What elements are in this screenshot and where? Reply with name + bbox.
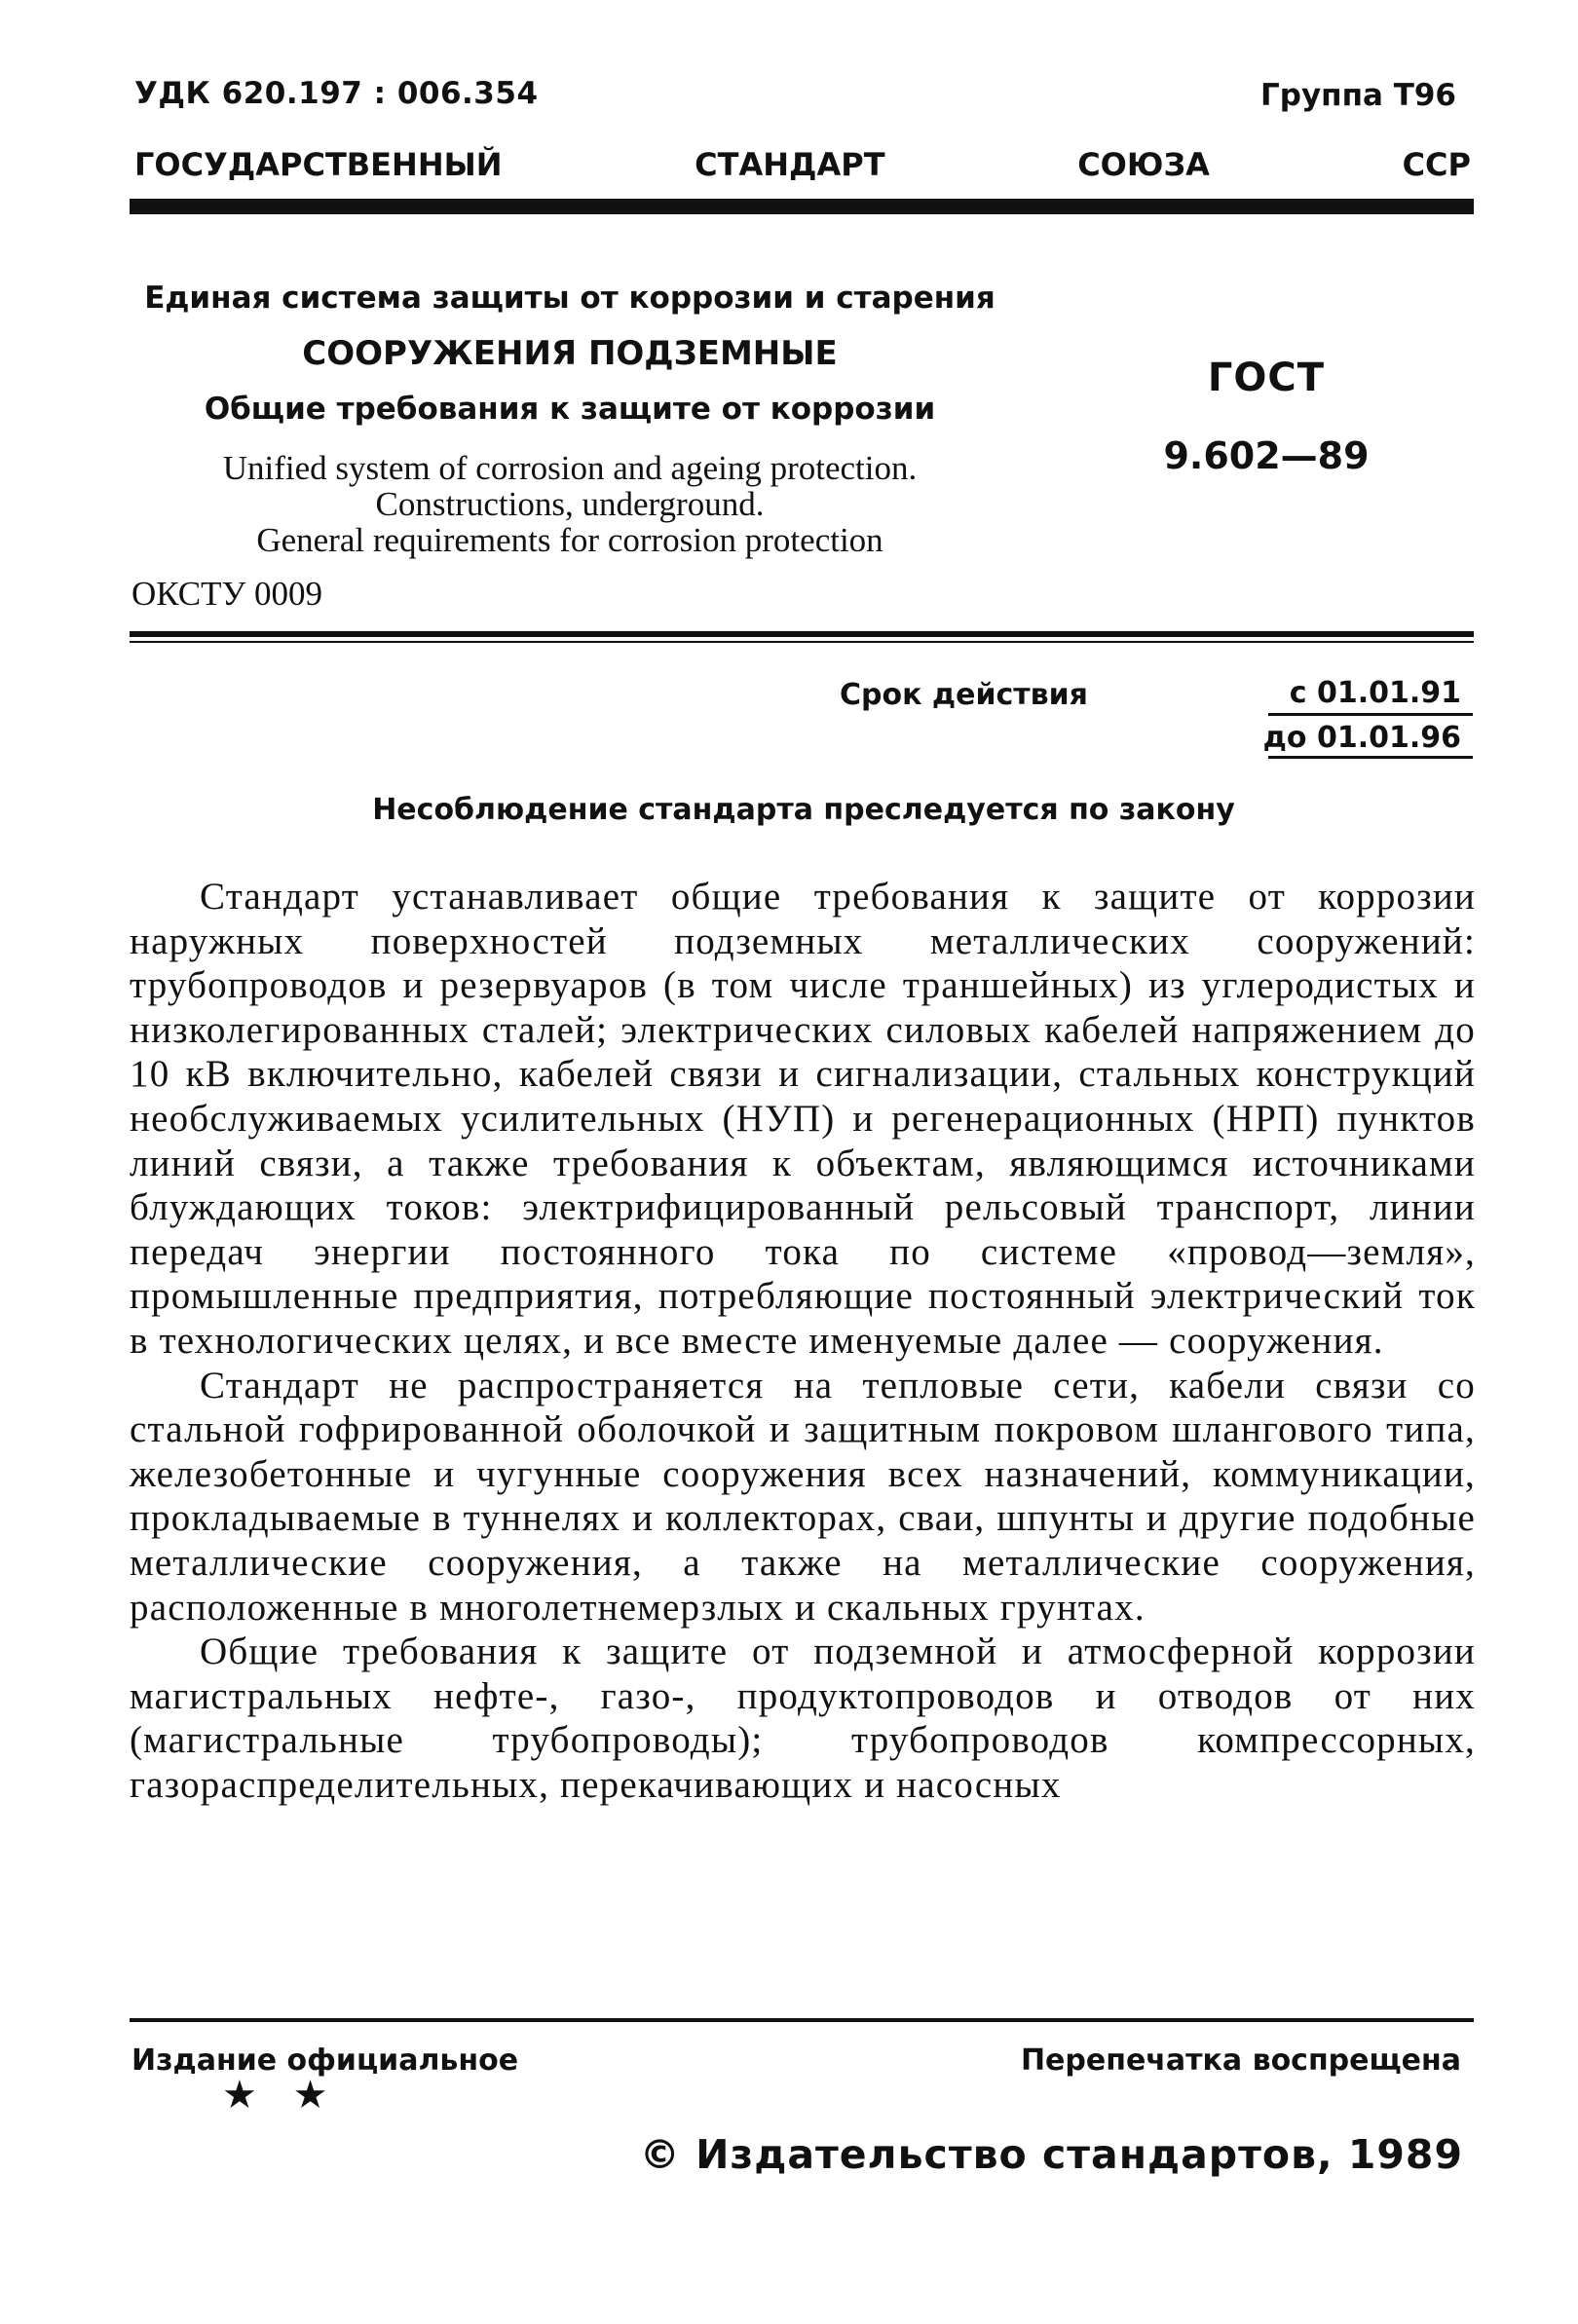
- state-standard-word-1: ГОСУДАРСТВЕННЫЙ: [134, 146, 503, 183]
- document-subject: СООРУЖЕНИЯ ПОДЗЕМНЫЕ: [302, 334, 838, 373]
- system-title: Единая система защиты от коррозии и старения: [144, 281, 996, 316]
- validity-to: до 01.01.96: [1262, 721, 1461, 755]
- document-requirements: Общие требования к защите от коррозии: [204, 392, 936, 427]
- validity-from: с 01.01.91: [1289, 676, 1461, 710]
- gost-label: ГОСТ: [1207, 356, 1326, 400]
- body-text: [130, 875, 1476, 1807]
- english-title-line-3: General requirements for corrosion protection: [256, 521, 883, 559]
- gost-number: 9.602—89: [1163, 434, 1370, 477]
- state-standard-word-2: СТАНДАРТ: [695, 146, 885, 183]
- validity-underline: [1268, 756, 1473, 759]
- group-code: Группа Т96: [1260, 78, 1456, 113]
- body-paragraph-1: Стандарт устанавливает общие требования к защите от коррозии наружных поверхностей подземных металлических сооружений: трубопроводов и резервуаров (в том числе траншейных) из углеродистых и низколегированных сталей; электрических силовых кабелей напряжением до 10 кВ включительно, кабелей связи и сигнализации, стальных конструкций необслуживаемых усилительных (НУП) и регенерационных (НРП) пунктов линий связи, а также требования к объектам, являющимся источниками блуждающих токов: электрифицированный рельсовый транспорт, линии передач энергии постоянного тока по системе «провод—земля», промышленные предприятия, потребляющие постоянный электрический ток в технологических целях, и все вместе именуемые далее — сооружения.: [130, 876, 1476, 1362]
- header-divider: [130, 199, 1474, 214]
- footer-divider: [130, 2018, 1474, 2022]
- body-paragraph-3: Общие требования к защите от подземной и атмосферной коррозии магистральных нефте-, газо-, продуктопроводов и отводов от них (магистральные трубопроводы); трубопроводов компрессорных, газораспределительных, перекачивающих и насосных: [130, 1631, 1476, 1806]
- udk-code: УДК 620.197 : 006.354: [134, 76, 539, 111]
- title-divider: [130, 631, 1474, 637]
- stars-mark: ★ ★: [222, 2073, 340, 2118]
- english-title-line-1: Unified system of corrosion and ageing protection.: [222, 449, 918, 487]
- state-standard-word-4: ССР: [1402, 146, 1471, 183]
- english-title-line-2: Constructions, underground.: [375, 485, 765, 523]
- title-divider-thin: [130, 641, 1474, 643]
- official-edition: Издание официальное: [132, 2043, 519, 2078]
- state-standard-heading: [134, 146, 1471, 183]
- copyright-notice: © Издательство стандартов, 1989: [639, 2131, 1463, 2178]
- validity-divider: [1268, 713, 1473, 716]
- law-notice: Несоблюдение стандарта преследуется по закону: [372, 793, 1235, 827]
- english-title: [132, 450, 1008, 558]
- okstu-code: ОКСТУ 0009: [132, 575, 323, 613]
- reprint-prohibited: Перепечатка воспрещена: [1020, 2043, 1461, 2078]
- state-standard-word-3: СОЮЗА: [1077, 146, 1210, 183]
- validity-label: Срок действия: [840, 678, 1088, 712]
- body-paragraph-2: Стандарт не распространяется на тепловые сети, кабели связи со стальной гофрированной оболочкой и защитным покровом шлангового типа, железобетонные и чугунные сооружения всех назначений, коммуникации, прокладываемые в туннелях и коллекторах, сваи, шпунты и другие подобные металлические сооружения, а также на металлические сооружения, расположенные в многолетнемерзлых и скальных грунтах.: [130, 1364, 1476, 1629]
